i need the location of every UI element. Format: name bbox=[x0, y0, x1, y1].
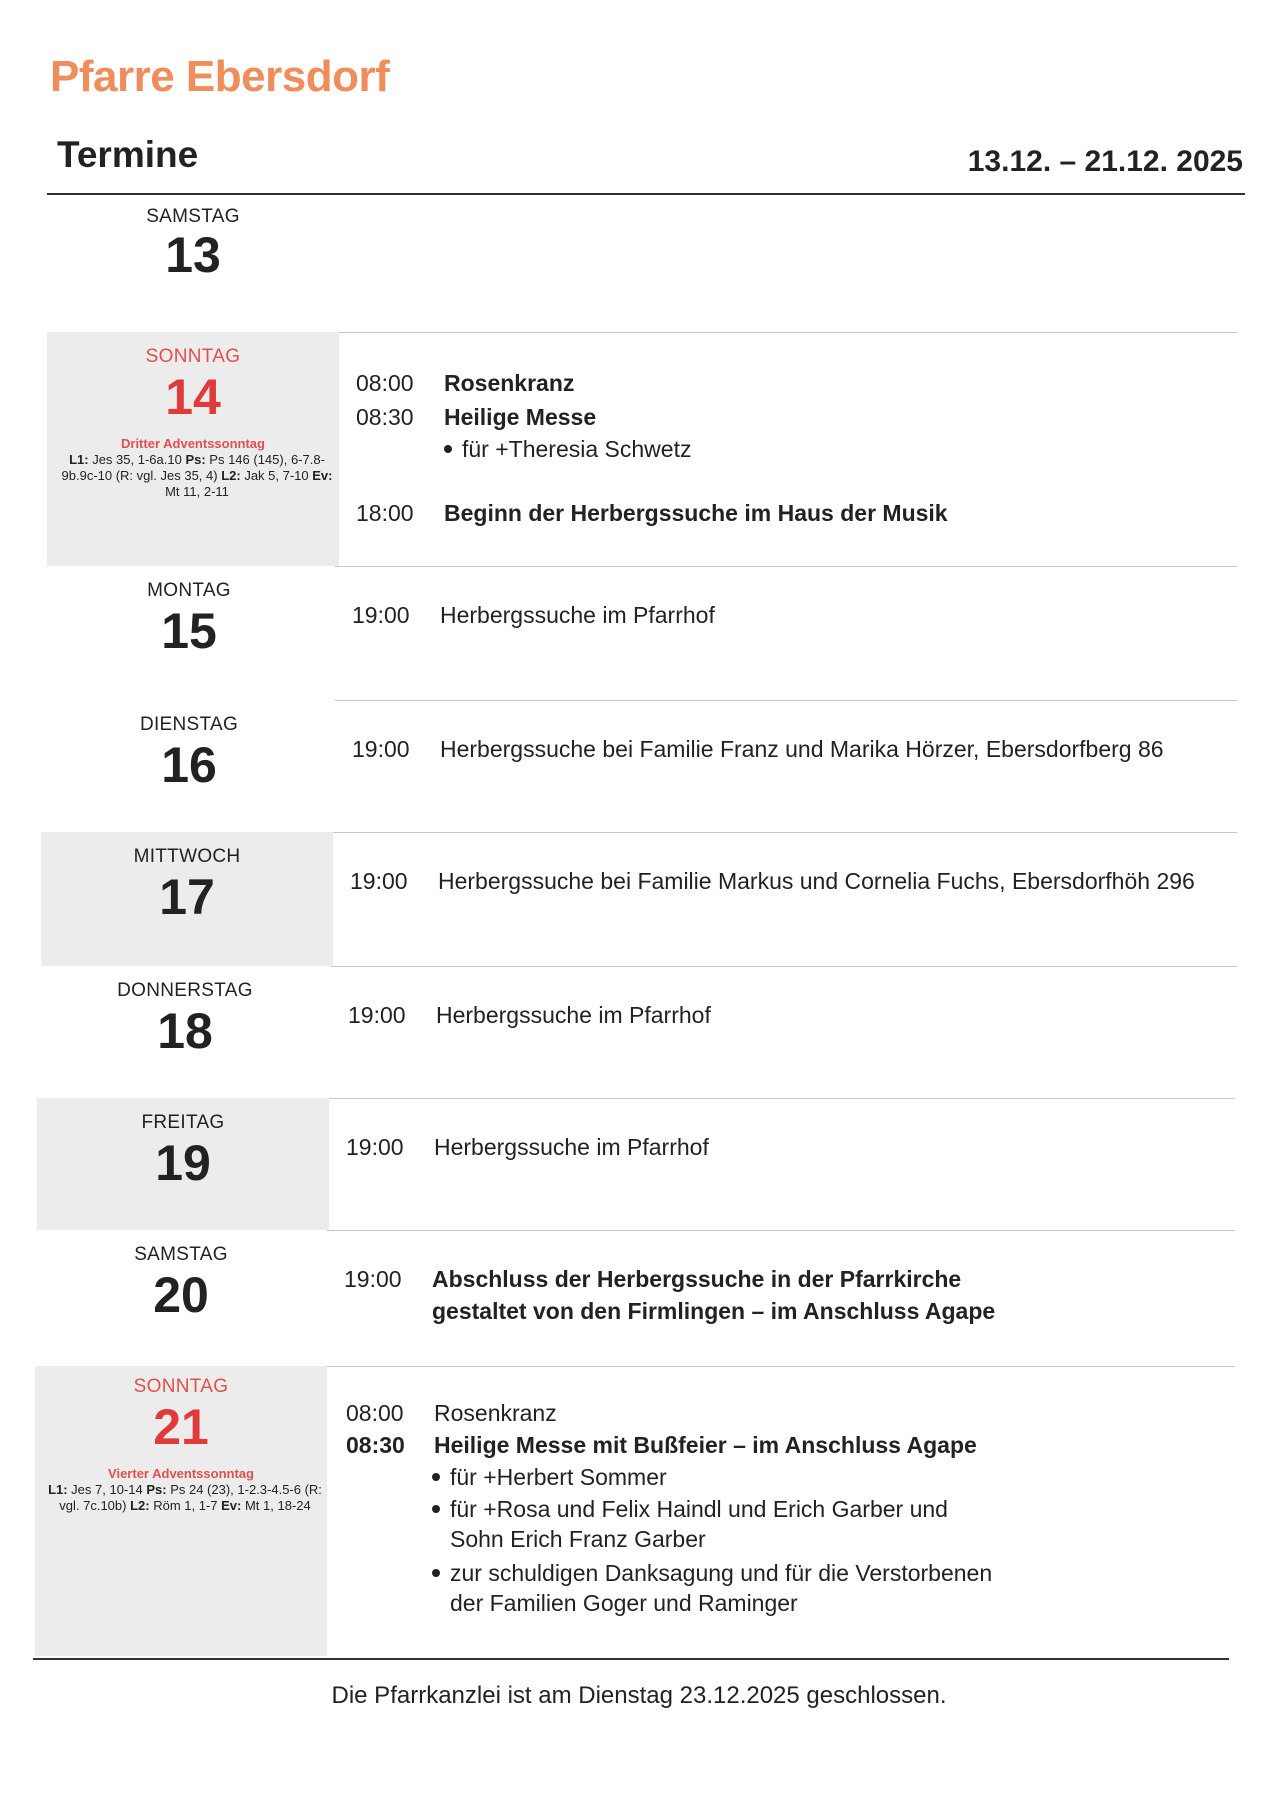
weekday-label: MONTAG bbox=[147, 580, 231, 601]
event-time: 08:30 bbox=[346, 1432, 405, 1458]
top-divider bbox=[47, 193, 1245, 195]
intention-item: für +Rosa und Felix Haindl und Erich Garber und bbox=[432, 1496, 948, 1523]
event-text: Herbergssuche bei Familie Franz und Marika Hörzer, Ebersdorfberg 86 bbox=[440, 736, 1164, 762]
row-divider bbox=[331, 966, 1237, 967]
day-number: 20 bbox=[153, 1267, 209, 1323]
row-divider bbox=[327, 1366, 1235, 1367]
row-divider bbox=[335, 700, 1237, 701]
weekday-label: DIENSTAG bbox=[139, 714, 239, 735]
bullet-icon bbox=[432, 1569, 440, 1577]
event-time: 19:00 bbox=[348, 1002, 406, 1028]
intention-continuation: Sohn Erich Franz Garber bbox=[450, 1526, 706, 1552]
event-time: 19:00 bbox=[344, 1266, 402, 1292]
page-title: Termine bbox=[57, 134, 199, 175]
event-text: Heilige Messe mit Bußfeier – im Anschluss Agape bbox=[434, 1432, 977, 1458]
day-18 bbox=[39, 966, 1237, 1098]
event-time: 19:00 bbox=[352, 602, 410, 628]
intention-continuation: der Familien Goger und Raminger bbox=[450, 1590, 798, 1616]
event-text: Heilige Messe bbox=[444, 404, 597, 430]
day-number: 19 bbox=[155, 1135, 211, 1191]
bullet-icon bbox=[432, 1473, 440, 1481]
event-text: Herbergssuche im Pfarrhof bbox=[436, 1002, 711, 1028]
weekday-label: MITTWOCH bbox=[133, 846, 241, 867]
weekday-label: SONNTAG bbox=[145, 346, 241, 367]
day-20 bbox=[35, 1230, 1235, 1366]
brand-title: Pfarre Ebersdorf bbox=[50, 52, 390, 101]
intention-item: zur schuldigen Danksagung und für die Verstorbenen bbox=[432, 1560, 992, 1587]
day-21 bbox=[35, 1366, 1235, 1656]
weekday-label: SAMSTAG bbox=[146, 206, 240, 227]
footer-note: Die Pfarrkanzlei ist am Dienstag 23.12.2025 geschlossen. bbox=[331, 1682, 947, 1709]
event-time: 18:00 bbox=[356, 500, 414, 526]
event-text: Herbergssuche bei Familie Markus und Cornelia Fuchs, Ebersdorfhöh 296 bbox=[438, 868, 1195, 894]
day-number: 17 bbox=[159, 869, 215, 925]
row-divider bbox=[329, 1098, 1235, 1099]
event-time: 19:00 bbox=[352, 736, 410, 762]
day-number: 14 bbox=[165, 369, 221, 425]
row-divider bbox=[339, 332, 1237, 333]
event-text: Herbergssuche im Pfarrhof bbox=[440, 602, 715, 628]
bullet-icon bbox=[444, 445, 452, 453]
day-number: 16 bbox=[161, 737, 217, 793]
bottom-divider bbox=[33, 1658, 1229, 1660]
date-range: 13.12. – 21.12. 2025 bbox=[967, 145, 1243, 178]
day-19 bbox=[37, 1098, 1235, 1230]
event-time: 08:00 bbox=[356, 370, 414, 396]
weekday-label: FREITAG bbox=[141, 1112, 225, 1133]
bullet-icon bbox=[432, 1505, 440, 1513]
event-text: Herbergssuche im Pfarrhof bbox=[434, 1134, 709, 1160]
day-number: 18 bbox=[157, 1003, 213, 1059]
weekday-label: SONNTAG bbox=[133, 1376, 229, 1397]
event-text: Beginn der Herbergssuche im Haus der Musik bbox=[444, 500, 948, 526]
event-time: 19:00 bbox=[350, 868, 408, 894]
event-time: 08:30 bbox=[356, 404, 414, 430]
intention-item: für +Theresia Schwetz bbox=[444, 436, 691, 463]
day-number: 21 bbox=[153, 1399, 209, 1455]
liturgical-occasion: Vierter Adventssonntag bbox=[108, 1466, 254, 1481]
weekday-label: DONNERSTAG bbox=[117, 980, 253, 1001]
day-13 bbox=[47, 196, 1245, 332]
day-number: 13 bbox=[165, 227, 221, 283]
readings: L1: Jes 35, 1-6a.10 Ps: Ps 146 (145), 6-7.8-9b.9c-10 (R: vgl. Jes 35, 4) L2: Jak 5, 7-10 Ev: Mt 11, 2-11 bbox=[61, 452, 333, 499]
row-divider bbox=[335, 566, 1237, 567]
day-15 bbox=[43, 566, 1237, 700]
readings: L1: Jes 7, 10-14 Ps: Ps 24 (23), 1-2.3-4.5-6 (R: vgl. 7c.10b) L2: Röm 1, 1-7 Ev: Mt 1, 18-24 bbox=[48, 1482, 322, 1513]
event-text: Rosenkranz bbox=[444, 370, 575, 396]
event-text: Rosenkranz bbox=[434, 1400, 557, 1426]
intention-item: für +Herbert Sommer bbox=[432, 1464, 667, 1491]
row-divider bbox=[327, 1230, 1235, 1231]
event-time: 19:00 bbox=[346, 1134, 404, 1160]
weekday-label: SAMSTAG bbox=[134, 1244, 228, 1265]
row-divider bbox=[333, 832, 1237, 833]
event-time: 08:00 bbox=[346, 1400, 404, 1426]
event-text: Abschluss der Herbergssuche in der Pfarrkirche bbox=[432, 1266, 962, 1292]
day-number: 15 bbox=[161, 603, 217, 659]
day-14 bbox=[47, 332, 1237, 566]
liturgical-occasion: Dritter Adventssonntag bbox=[121, 436, 265, 451]
day-17 bbox=[41, 832, 1237, 966]
day-16 bbox=[43, 700, 1237, 832]
event-text-line2: gestaltet von den Firmlingen – im Anschluss Agape bbox=[432, 1298, 996, 1324]
